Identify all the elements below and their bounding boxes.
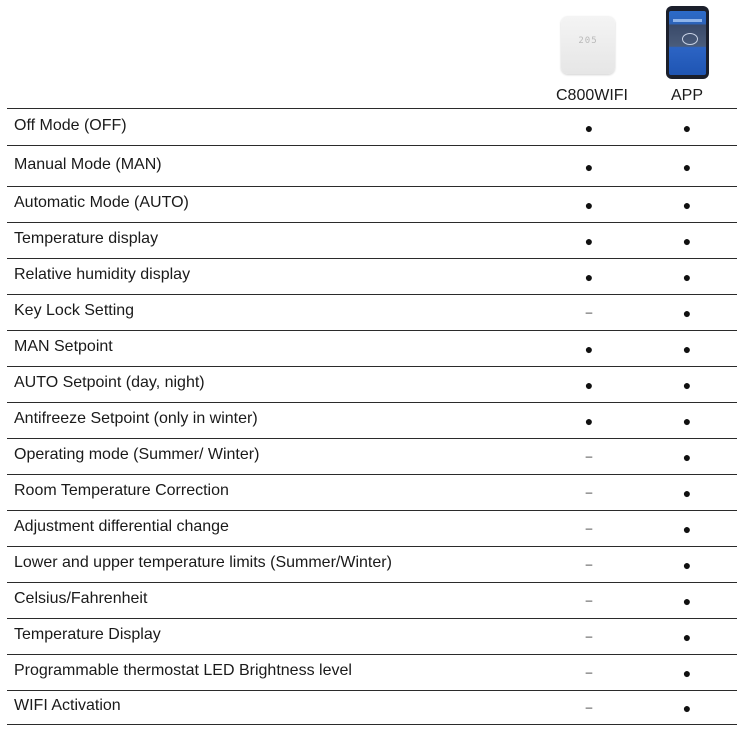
- app-support-mark: ●: [682, 413, 692, 429]
- c800wifi-support-mark: ●: [584, 119, 594, 136]
- table-row: [7, 618, 737, 654]
- app-support-mark: ●: [682, 269, 692, 285]
- column-header-app: APP: [670, 87, 703, 104]
- feature-label: Operating mode (Summer/ Winter): [14, 446, 260, 463]
- c800wifi-support-mark: ●: [584, 341, 594, 357]
- c800wifi-support-mark: ●: [584, 233, 594, 249]
- table-row: [7, 402, 737, 438]
- c800wifi-support-mark: ●: [584, 158, 594, 175]
- table-row: [7, 366, 737, 402]
- app-support-mark: ●: [682, 449, 692, 465]
- feature-label: Room Temperature Correction: [14, 482, 229, 499]
- c800wifi-support-mark: ●: [584, 197, 594, 213]
- table-row: [7, 145, 737, 186]
- app-support-mark: ●: [682, 485, 692, 501]
- table-row: [7, 186, 737, 222]
- feature-label: MAN Setpoint: [14, 338, 113, 355]
- feature-label: Key Lock Setting: [14, 302, 135, 319]
- feature-label: WIFI Activation: [14, 697, 121, 714]
- feature-label: Programmable thermostat LED Brightness level: [14, 662, 352, 679]
- c800wifi-support-mark: ●: [584, 413, 594, 429]
- c800wifi-support-mark: –: [585, 449, 593, 463]
- table-row: [7, 108, 737, 145]
- c800wifi-support-mark: –: [585, 305, 593, 319]
- smartphone-app-image: [666, 6, 709, 79]
- app-support-mark: ●: [682, 593, 692, 609]
- table-row: [7, 258, 737, 294]
- table-row: [7, 438, 737, 474]
- table-row: [7, 654, 737, 690]
- table-row: [7, 546, 737, 582]
- app-support-mark: ●: [682, 629, 692, 645]
- feature-label: Temperature Display: [14, 626, 161, 643]
- table-row: [7, 294, 737, 330]
- app-support-mark: ●: [682, 665, 692, 681]
- column-header-c800wifi: C800WIFI: [555, 87, 628, 104]
- app-support-mark: ●: [682, 233, 692, 249]
- feature-label: Celsius/Fahrenheit: [14, 590, 148, 607]
- table-row: [7, 330, 737, 366]
- feature-label: Adjustment differential change: [14, 518, 229, 535]
- feature-label: Automatic Mode (AUTO): [14, 194, 189, 211]
- c800wifi-support-mark: –: [585, 521, 593, 535]
- row-divider: [7, 724, 737, 725]
- app-support-mark: ●: [682, 305, 692, 321]
- table-row: [7, 690, 737, 724]
- app-support-mark: ●: [682, 341, 692, 357]
- c800wifi-support-mark: –: [585, 485, 593, 499]
- c800wifi-support-mark: –: [585, 593, 593, 607]
- app-support-mark: ●: [682, 158, 692, 175]
- feature-label: Lower and upper temperature limits (Summer/Winter): [14, 554, 392, 571]
- table-row: [7, 222, 737, 258]
- feature-label: Temperature display: [14, 230, 159, 247]
- c800wifi-support-mark: ●: [584, 377, 594, 393]
- c800wifi-support-mark: –: [585, 557, 593, 571]
- thermostat-device-image: [561, 16, 615, 74]
- feature-label: Antifreeze Setpoint (only in winter): [14, 410, 258, 427]
- c800wifi-support-mark: –: [585, 665, 593, 679]
- app-support-mark: ●: [682, 521, 692, 537]
- table-row: [7, 474, 737, 510]
- c800wifi-support-mark: –: [585, 629, 593, 643]
- c800wifi-support-mark: –: [585, 700, 593, 714]
- feature-label: Relative humidity display: [14, 266, 191, 283]
- app-support-mark: ●: [682, 700, 692, 716]
- app-support-mark: ●: [682, 119, 692, 136]
- phone-screen: [669, 11, 706, 75]
- app-support-mark: ●: [682, 197, 692, 213]
- feature-label: Off Mode (OFF): [14, 116, 127, 134]
- app-support-mark: ●: [682, 377, 692, 393]
- thermostat-display-text: 205: [578, 36, 598, 46]
- c800wifi-support-mark: ●: [584, 269, 594, 285]
- feature-label: Manual Mode (MAN): [14, 155, 162, 173]
- table-row: [7, 510, 737, 546]
- table-row: [7, 582, 737, 618]
- app-support-mark: ●: [682, 557, 692, 573]
- feature-label: AUTO Setpoint (day, night): [14, 374, 205, 391]
